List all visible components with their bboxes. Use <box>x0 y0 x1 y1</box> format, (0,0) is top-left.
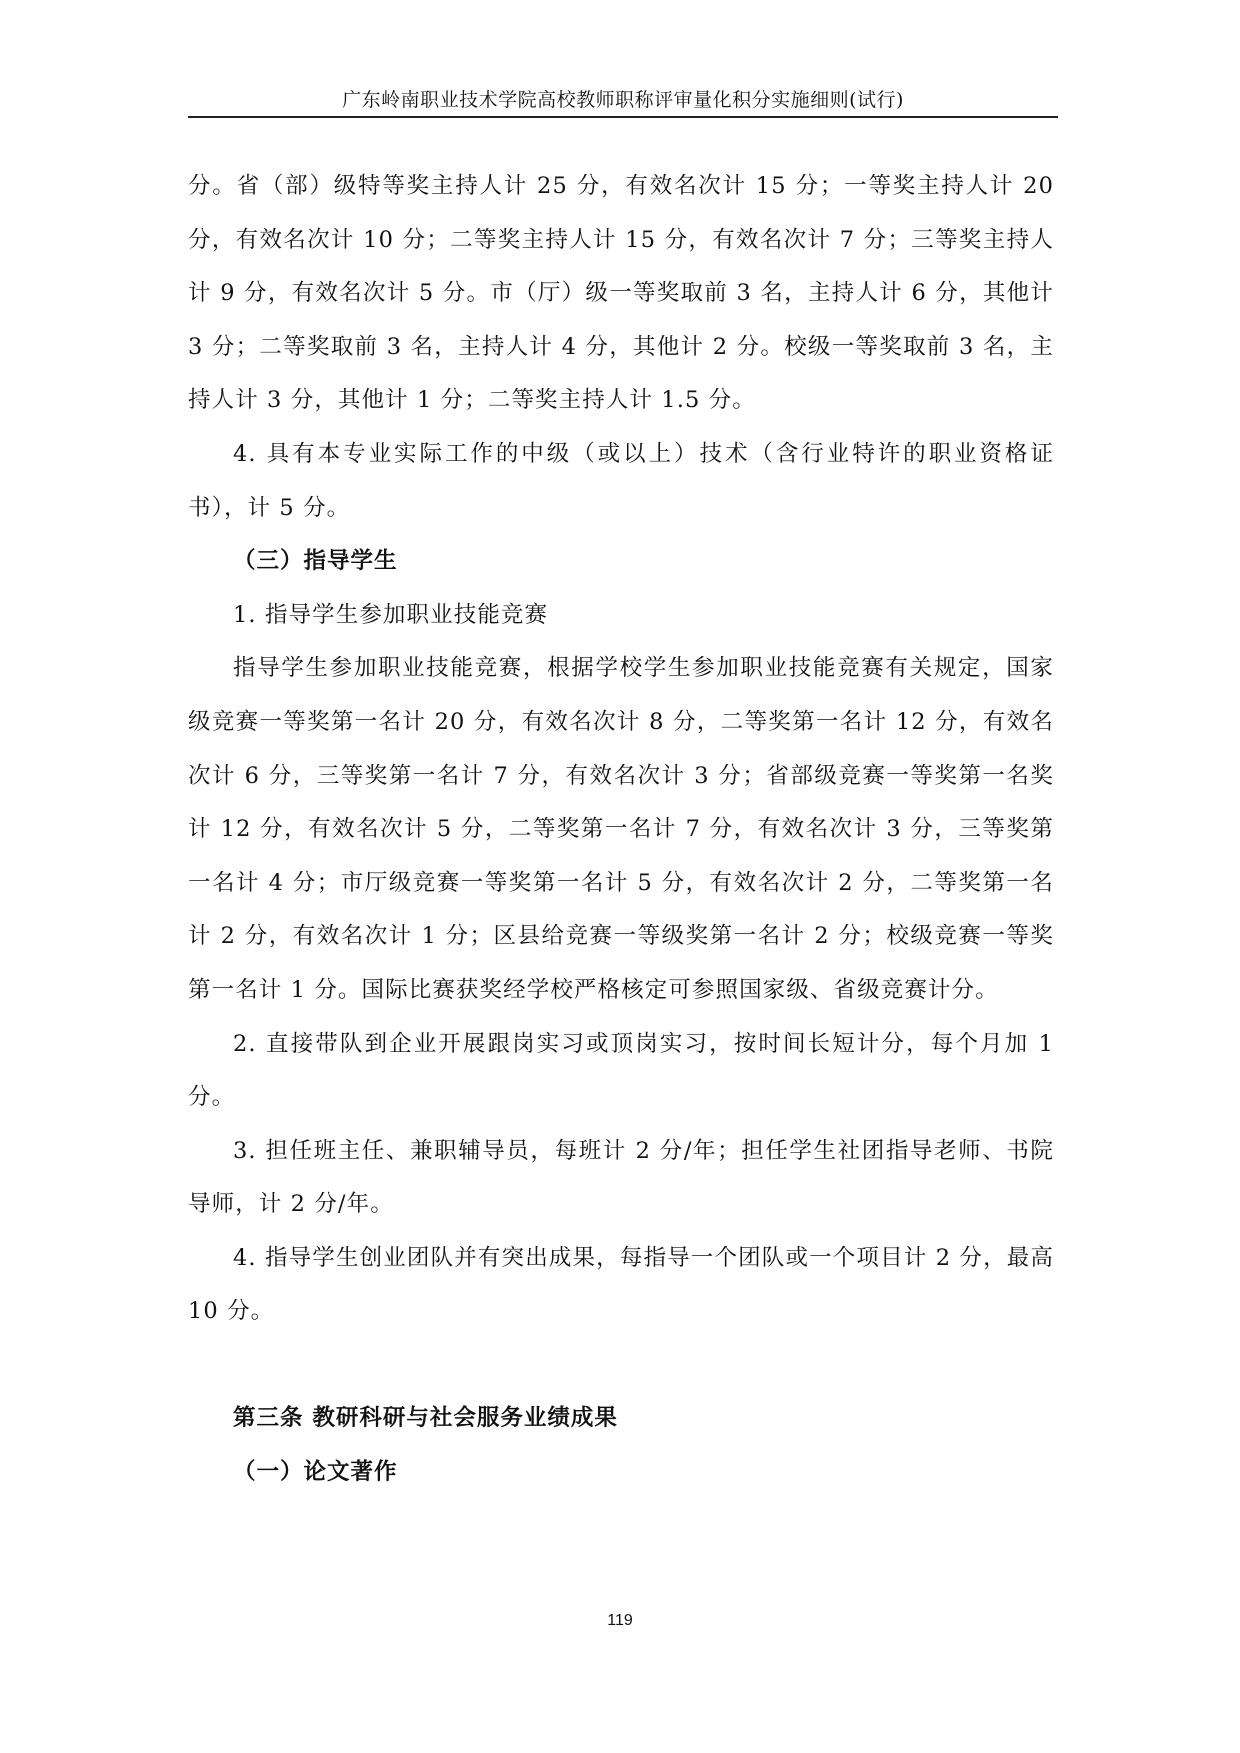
paragraph-technical-qualification: 4. 具有本专业实际工作的中级（或以上）技术（含行业特许的职业资格证书），计 5 分。 <box>188 440 1054 521</box>
article-heading: 第三条 教研科研与社会服务业绩成果 <box>233 1405 618 1432</box>
header-divider <box>188 116 1058 118</box>
item-internship: 2. 直接带队到企业开展跟岗实习或顶岗实习，按时间长短计分，每个月加 1 分。 <box>188 1030 1054 1111</box>
item-class-advisor: 3. 担任班主任、兼职辅导员，每班计 2 分/年；担任学生社团指导老师、书院导师，计 2 分/年。 <box>188 1137 1054 1218</box>
page-number: 119 <box>607 1612 633 1629</box>
paragraph-competition-scores: 指导学生参加职业技能竞赛，根据学校学生参加职业技能竞赛有关规定，国家级竞赛一等奖第一名计 20 分，有效名次计 8 分，二等奖第一名计 12 分，有效名次计 6 分，三等奖第一名计 7 分，有效名次计 3 分；省部级竞赛一等奖第一名奖计 12 分，有效名次计 5 分，二等奖第一名计 7 分，有效名次计 3 分，三等奖第一名计 4 分；市厅级竞赛一等奖第一名计 5 分，有效名次计 2 分，二等奖第一名计 2 分，有效名次计 1 分；区县给竞赛一等级奖第一名计 2 分；校级竞赛一等奖第一名计 1 分。国际比赛获奖经学校严格核定可参照国家级、省级竞赛计分。 <box>188 655 1054 1003</box>
item-skill-competition: 1. 指导学生参加职业技能竞赛 <box>233 601 549 628</box>
blank-line <box>188 1339 1054 1392</box>
document-body <box>188 160 1054 1499</box>
item-startup-team: 4. 指导学生创业团队并有突出成果，每指导一个团队或一个项目计 2 分，最高 10 分。 <box>188 1244 1054 1325</box>
running-header: 广东岭南职业技术学院高校教师职称评审量化积分实施细则(试行) <box>342 89 904 111</box>
section-heading-guide-students: （三）指导学生 <box>233 548 398 575</box>
paragraph-award-scores: 分。省（部）级特等奖主持人计 25 分，有效名次计 15 分；一等奖主持人计 20 分，有效名次计 10 分；二等奖主持人计 15 分，有效名次计 7 分；三等奖主持人计 9 分，有效名次计 5 分。市（厅）级一等奖取前 3 名，主持人计 6 分，其他计 3 分；二等奖取前 3 名，主持人计 4 分，其他计 2 分。校级一等奖取前 3 名，主持人计 3 分，其他计 1 分；二等奖主持人计 1.5 分。 <box>188 173 1054 414</box>
section-heading-papers: （一）论文著作 <box>233 1458 398 1485</box>
